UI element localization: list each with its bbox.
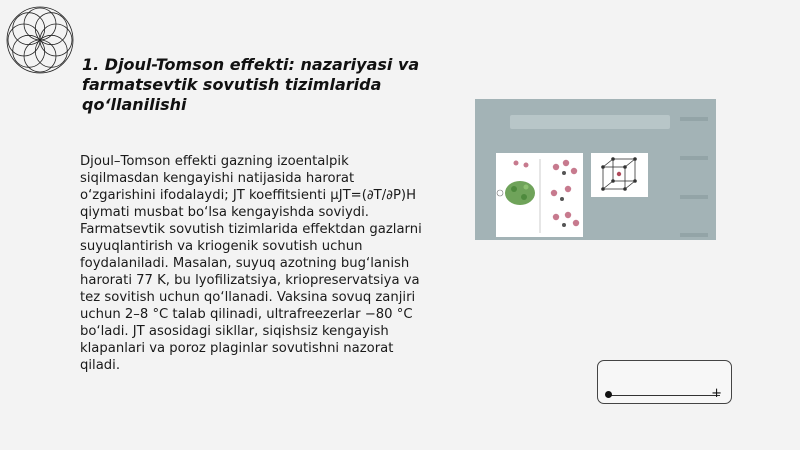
slide-title: 1. Djoul-Tomson effekti: nazariyasi va farmatsevtik sovutish tizimlarida qo‘llanilishi (82, 55, 420, 114)
figure-image (475, 99, 716, 240)
molecule-panel (496, 153, 583, 237)
slider-track[interactable] (607, 395, 720, 396)
molecule-diagram (496, 153, 583, 237)
spirograph-logo-icon (4, 4, 76, 76)
slide-body-text: Djoul–Tomson effekti gazning izoentalpik siqilmasdan kengayishi natijasida harorat o‘zgarishini ifodalaydi; JT koeffitsienti μJT=(∂T/∂P)H qiymati musbat bo‘lsa kengayishda soviydi. Farmatsevtik sovutish tizimlarida effektdan gazlarni suyuqlantirish va kriogenik sovutish uchun foydalaniladi. Masalan, suyuq azotning bug‘lanish harorati 77 K, bu lyofilizatsiya, kriopreservatsiya va tez sovitish uchun qo‘llanadi. Vaksina sovuq zanjiri uchun 2–8 °C talab qilinadi, ultrafreezerlar −80 °C bo‘ladi. JT asosidagi sikllar, siqishsiz kengayish klapanlari va poroz plaginlar sovutishni nazorat qiladi. (80, 154, 422, 373)
plus-icon[interactable]: + (711, 386, 722, 401)
figure-row-mark-1 (680, 117, 708, 121)
figure-row-mark-2 (680, 156, 708, 160)
figure-row-mark-4 (680, 233, 708, 237)
figure-row-mark-3 (680, 195, 708, 199)
slider-control[interactable] (597, 360, 732, 404)
crystal-lattice-panel (591, 153, 648, 197)
figure-header-smudge (510, 115, 670, 129)
slider-handle-icon[interactable] (605, 391, 612, 398)
cube-lattice-diagram (591, 153, 648, 197)
